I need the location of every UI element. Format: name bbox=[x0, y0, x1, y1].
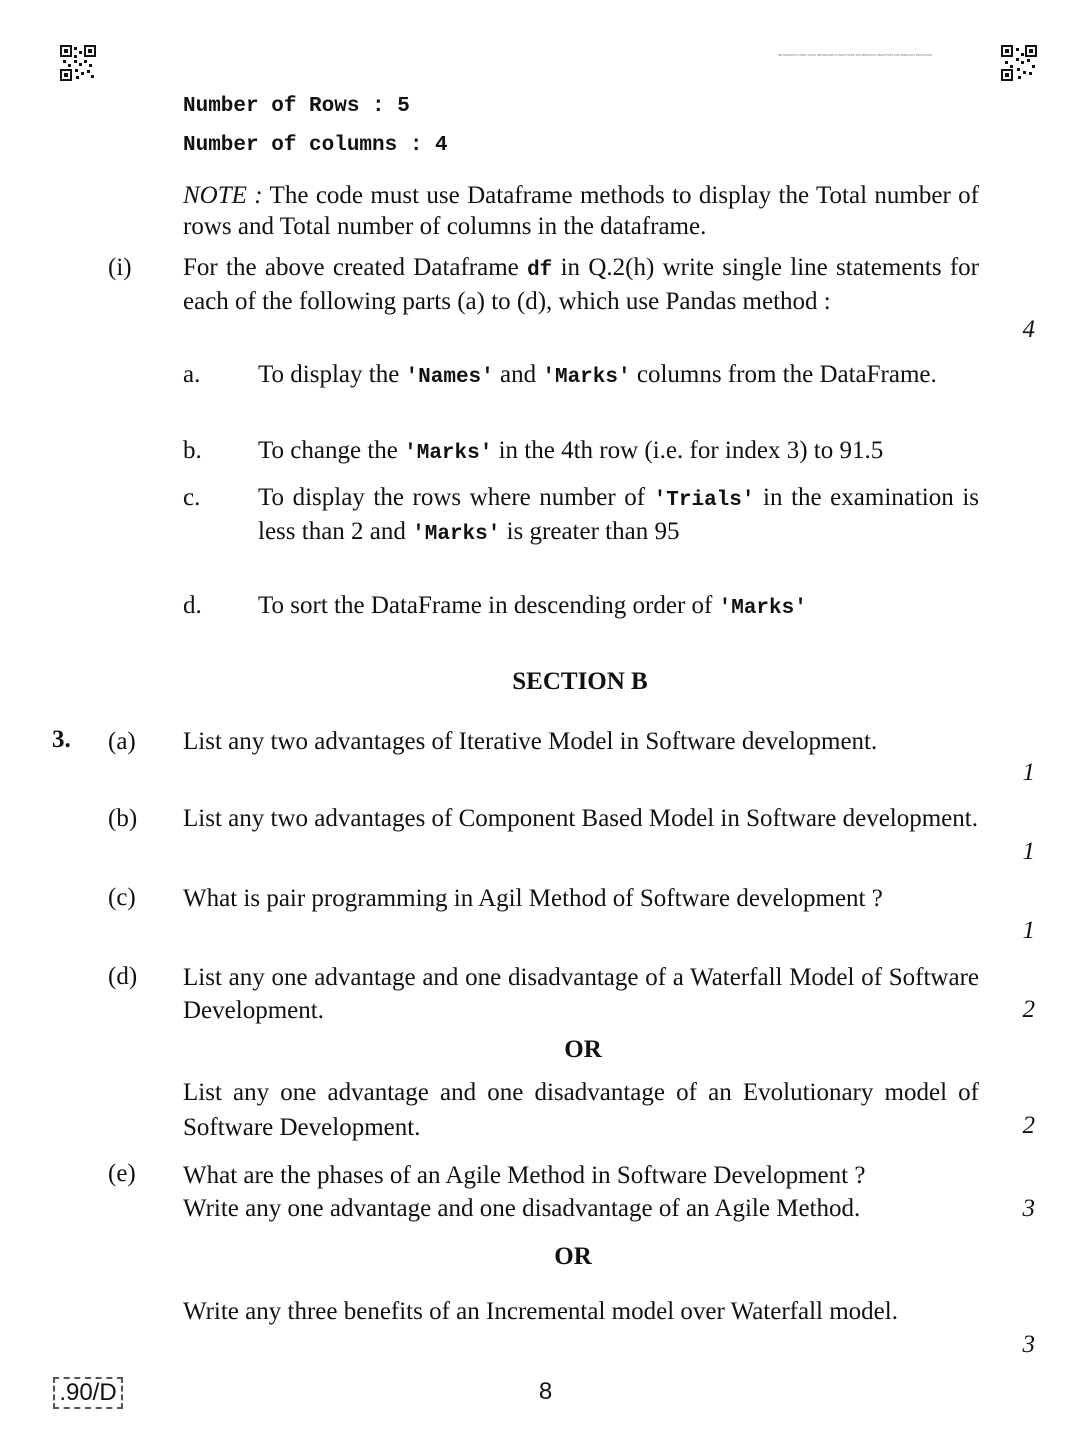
q3c-text: What is pair programming in Agil Method of Software development ? bbox=[183, 885, 883, 912]
q3c-label: (c) bbox=[108, 884, 136, 911]
q3c-marks: 1 bbox=[1022, 917, 1035, 944]
part-b-c1: 'Marks' bbox=[404, 442, 493, 465]
or-divider-1: OR bbox=[564, 1036, 602, 1063]
part-c-t3: is greater than 95 bbox=[500, 518, 680, 545]
question-i-post: in Q.2(h) write single line statements for each of the following parts (a) to (d), which use Pandas method : bbox=[183, 254, 979, 315]
q3d-alt-text: List any one advantage and one disadvantage of an Evolutionary model of Software Development. bbox=[183, 1079, 979, 1141]
q3d-text: List any one advantage and one disadvantage of a Waterfall Model of Software Development. bbox=[183, 964, 979, 1024]
qr-code-icon bbox=[60, 45, 96, 81]
part-b-text bbox=[258, 435, 988, 469]
output-rows-line: Number of Rows : 5 bbox=[183, 95, 410, 118]
part-d-text bbox=[258, 590, 979, 624]
section-b-heading: SECTION B bbox=[512, 668, 648, 695]
q3e-line2: Write any one advantage and one disadvantage of an Agile Method. bbox=[183, 1195, 861, 1222]
part-a-t2: and bbox=[493, 361, 543, 388]
part-d-label: d. bbox=[183, 592, 202, 619]
part-c-c2: 'Marks' bbox=[412, 523, 501, 546]
part-d-c1: 'Marks' bbox=[718, 597, 807, 620]
part-c-text bbox=[258, 482, 979, 550]
q3a-marks: 1 bbox=[1022, 759, 1035, 786]
part-c-t2: in the examination is less than 2 and bbox=[258, 484, 979, 545]
header-microtext: INFORMATICS PRACTICES INFORMATICS PRACTICES INFORMATICS PRACTICES INFORMATICS PRACTICES bbox=[778, 53, 933, 57]
q3d-alt-marks: 2 bbox=[1022, 1112, 1035, 1139]
question-i-marks: 4 bbox=[1022, 316, 1035, 343]
part-a-label: a. bbox=[183, 361, 201, 388]
q3b-marks: 1 bbox=[1022, 838, 1035, 865]
part-a-c2: 'Marks' bbox=[542, 366, 631, 389]
part-c-label: c. bbox=[183, 484, 201, 511]
output-cols-line: Number of columns : 4 bbox=[183, 134, 448, 157]
q3d-label: (d) bbox=[108, 963, 138, 990]
part-d-t1: To sort the DataFrame in descending order of bbox=[258, 592, 719, 619]
note-label: NOTE : bbox=[183, 182, 263, 209]
q3e-alt-marks: 3 bbox=[1022, 1331, 1035, 1358]
part-c-t1: To display the rows where number of bbox=[258, 484, 654, 511]
question-i-text bbox=[183, 252, 979, 317]
page-number: 8 bbox=[538, 1378, 553, 1405]
part-b-t1: To change the bbox=[258, 437, 405, 464]
q3b-label: (b) bbox=[108, 805, 138, 832]
question-i-pre: For the above created Dataframe bbox=[183, 254, 528, 281]
part-b-label: b. bbox=[183, 437, 202, 464]
or-divider-2: OR bbox=[554, 1243, 592, 1270]
note-paragraph bbox=[183, 180, 979, 242]
q3a-label: (a) bbox=[108, 728, 136, 755]
q3e-marks: 3 bbox=[1022, 1195, 1035, 1222]
q3e-alt-text: Write any three benefits of an Incremental model over Waterfall model. bbox=[183, 1298, 898, 1325]
part-a-text bbox=[258, 359, 979, 393]
q3b-text: List any two advantages of Component Based Model in Software development. bbox=[183, 805, 978, 832]
q3a-text: List any two advantages of Iterative Model in Software development. bbox=[183, 728, 878, 755]
part-b-t2: in the 4th row (i.e. for index 3) to 91.5 bbox=[492, 437, 884, 464]
note-text: The code must use Dataframe methods to display the Total number of rows and Total number of columns in the dataframe. bbox=[183, 182, 979, 240]
part-c-c1: 'Trials' bbox=[653, 489, 755, 512]
part-a-t1: To display the bbox=[258, 361, 406, 388]
paper-code-box: .90/D bbox=[53, 1377, 123, 1409]
q3d-marks: 2 bbox=[1022, 996, 1035, 1023]
q3e-line1: What are the phases of an Agile Method in Software Development ? bbox=[183, 1162, 866, 1189]
q3e-label: (e) bbox=[108, 1160, 136, 1187]
question-i-label: (i) bbox=[108, 254, 132, 281]
question-3-number: 3. bbox=[52, 726, 71, 753]
question-i-code: df bbox=[527, 259, 553, 282]
part-a-c1: 'Names' bbox=[405, 366, 494, 389]
part-a-t3: columns from the DataFrame. bbox=[630, 361, 937, 388]
qr-code-icon bbox=[1001, 45, 1037, 81]
